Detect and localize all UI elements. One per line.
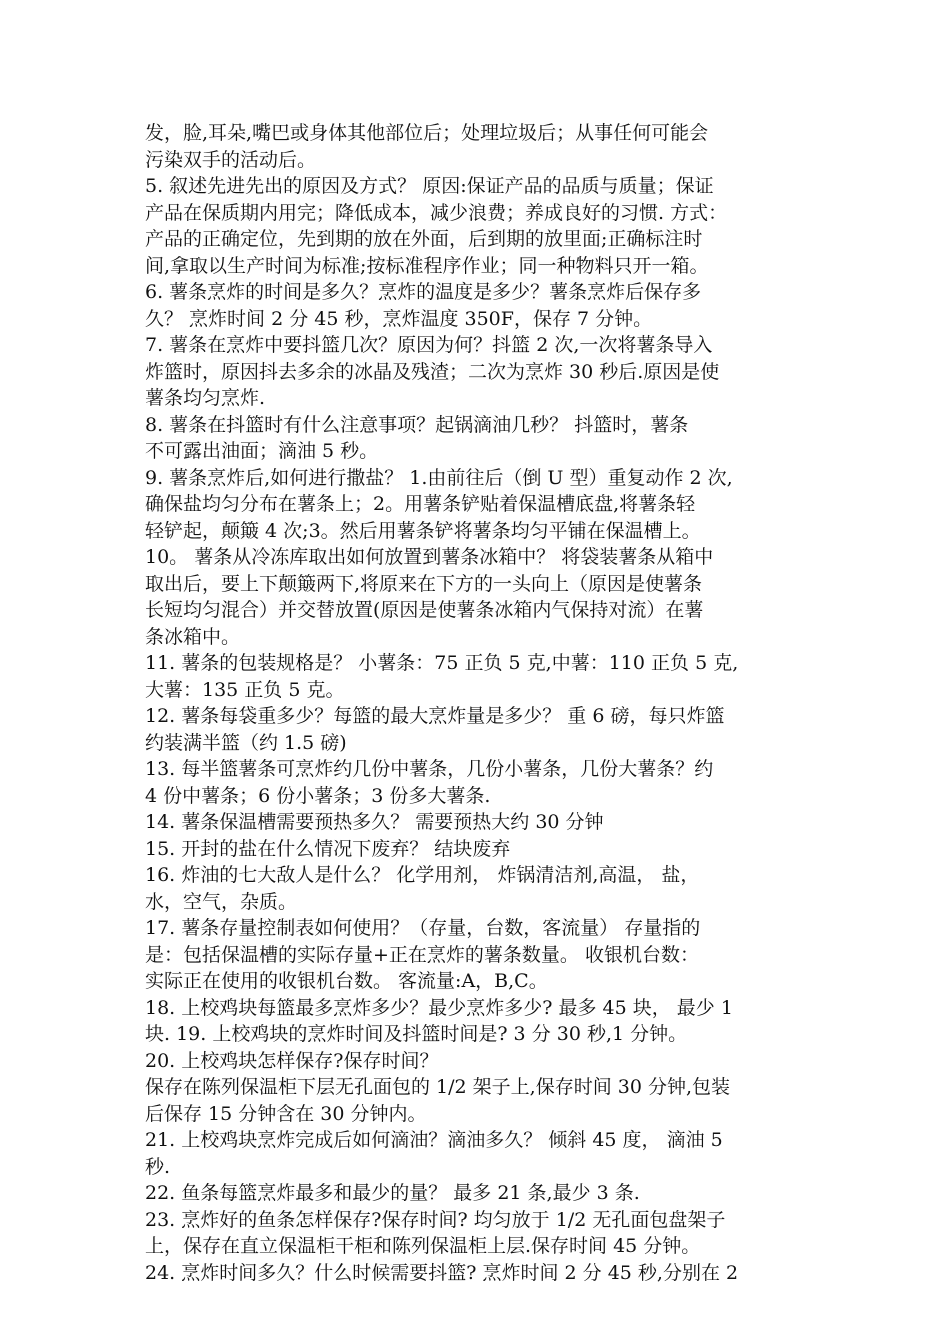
text-line: 6. 薯条烹炸的时间是多久？烹炸的温度是多少？薯条烹炸后保存多 — [145, 281, 702, 303]
text-line: 大薯：135 正负 5 克。 — [145, 678, 345, 701]
text-line: 久？ 烹炸时间 2 分 45 秒，烹炸温度 350F，保存 7 分钟。 — [145, 307, 653, 330]
paragraph — [145, 412, 815, 465]
text-line: 17. 薯条存量控制表如何使用？（存量，台数，客流量） 存量指的 — [145, 917, 701, 939]
text-line: 13. 每半篮薯条可烹炸约几份中薯条，几份小薯条，几份大薯条？约 — [145, 758, 714, 780]
text-line: 产品的正确定位，先到期的放在外面，后到期的放里面;正确标注时 — [145, 228, 703, 250]
paragraph — [145, 809, 815, 836]
text-line: 4 份中薯条；6 份小薯条；3 份多大薯条. — [145, 784, 491, 807]
paragraph — [145, 173, 815, 279]
paragraph — [145, 703, 815, 756]
text-line: 间,拿取以生产时间为标准;按标准程序作业；同一种物料只开一箱。 — [145, 254, 709, 277]
text-line: 24. 烹炸时间多久？什么时候需要抖篮? 烹炸时间 2 分 45 秒,分别在 2 — [145, 1261, 739, 1284]
text-line: 轻铲起，颠簸 4 次;3。然后用薯条铲将薯条均匀平铺在保温槽上。 — [145, 519, 701, 542]
text-line: 后保存 15 分钟含在 30 分钟内。 — [145, 1102, 427, 1125]
paragraph — [145, 1074, 815, 1127]
text-line: 确保盐均匀分布在薯条上；2。用薯条铲贴着保温槽底盘,将薯条轻 — [145, 493, 696, 515]
paragraph — [145, 1207, 815, 1260]
paragraph — [145, 836, 815, 863]
text-line: 产品在保质期内用完；降低成本，减少浪费；养成良好的习惯. 方式： — [145, 201, 728, 224]
paragraph — [145, 650, 815, 703]
paragraph — [145, 1048, 815, 1075]
text-line: 上，保存在直立保温柜干柜和陈列保温柜上层.保存时间 45 分钟。 — [145, 1235, 701, 1257]
text-line: 5. 叙述先进先出的原因及方式？ 原因:保证产品的品质与质量；保证 — [145, 175, 714, 197]
text-line: 7. 薯条在烹炸中要抖篮几次？原因为何？抖篮 2 次,一次将薯条导入 — [145, 334, 713, 356]
paragraph — [145, 465, 815, 545]
text-line: 23. 烹炸好的鱼条怎样保存?保存时间? 均匀放于 1/2 无孔面包盘架子 — [145, 1208, 726, 1231]
text-line: 污染双手的活动后。 — [145, 148, 317, 171]
paragraph — [145, 279, 815, 332]
text-line: 水，空气，杂质。 — [145, 890, 298, 913]
text-line: 块. 19. 上校鸡块的烹炸时间及抖篮时间是? 3 分 30 秒,1 分钟。 — [145, 1023, 688, 1045]
text-line: 12. 薯条每袋重多少？每篮的最大烹炸量是多少？ 重 6 磅，每只炸篮 — [145, 705, 725, 727]
text-line: 11. 薯条的包装规格是？ 小薯条：75 正负 5 克,中薯：110 正负 5 克, — [145, 652, 739, 674]
text-line: 15. 开封的盐在什么情况下废弃？ 结块废弃 — [145, 837, 511, 860]
text-line: 秒. — [145, 1155, 171, 1178]
text-line: 长短均匀混合）并交替放置(原因是使薯条冰箱内气保持对流）在薯 — [145, 599, 704, 621]
text-line: 实际正在使用的收银机台数。 客流量:A，B,C。 — [145, 970, 548, 992]
paragraph — [145, 756, 815, 809]
text-line: 16. 炸油的七大敌人是什么？ 化学用剂， 炸锅清洁剂,高温， 盐， — [145, 864, 700, 886]
text-line: 14. 薯条保温槽需要预热多久？ 需要预热大约 30 分钟 — [145, 811, 604, 833]
paragraph — [145, 332, 815, 412]
text-line: 18. 上校鸡块每篮最多烹炸多少？最少烹炸多少? 最多 45 块， 最少 1 — [145, 996, 733, 1019]
text-line: 保存在陈列保温柜下层无孔面包的 1/2 架子上,保存时间 30 分钟,包装 — [145, 1076, 730, 1098]
paragraph — [145, 544, 815, 650]
text-line: 炸篮时，原因抖去多余的冰晶及残渣；二次为烹炸 30 秒后.原因是使 — [145, 360, 720, 383]
text-line: 约装满半篮（约 1.5 磅) — [145, 731, 347, 754]
text-line: 22. 鱼条每篮烹炸最多和最少的量？ 最多 21 条,最少 3 条. — [145, 1182, 640, 1204]
paragraph — [145, 995, 815, 1048]
text-line: 条冰箱中。 — [145, 625, 241, 648]
text-line: 发，脸,耳朵,嘴巴或身体其他部位后；处理垃圾后；从事任何可能会 — [145, 122, 709, 144]
document-page — [145, 120, 815, 1286]
paragraph — [145, 1180, 815, 1207]
text-line: 8. 薯条在抖篮时有什么注意事项？起锅滴油几秒？ 抖篮时，薯条 — [145, 413, 689, 436]
text-line: 取出后，要上下颠簸两下,将原来在下方的一头向上（原因是使薯条 — [145, 572, 703, 595]
text-line: 是：包括保温槽的实际存量+正在烹炸的薯条数量。 收银机台数： — [145, 943, 699, 966]
paragraph — [145, 862, 815, 915]
text-line: 薯条均匀烹炸. — [145, 387, 266, 409]
text-line: 21. 上校鸡块烹炸完成后如何滴油？滴油多久？ 倾斜 45 度， 滴油 5 — [145, 1129, 723, 1151]
text-line: 20. 上校鸡块怎样保存?保存时间？ — [145, 1049, 439, 1072]
text-line: 10。 薯条从冷冻库取出如何放置到薯条冰箱中？ 将袋装薯条从箱中 — [145, 546, 714, 568]
text-line: 9. 薯条烹炸后,如何进行撒盐？ 1.由前往后（倒 U 型）重复动作 2 次, — [145, 466, 733, 489]
paragraph — [145, 915, 815, 995]
paragraph — [145, 120, 815, 173]
text-line: 不可露出油面；滴油 5 秒。 — [145, 440, 379, 462]
paragraph — [145, 1260, 815, 1287]
paragraph — [145, 1127, 815, 1180]
